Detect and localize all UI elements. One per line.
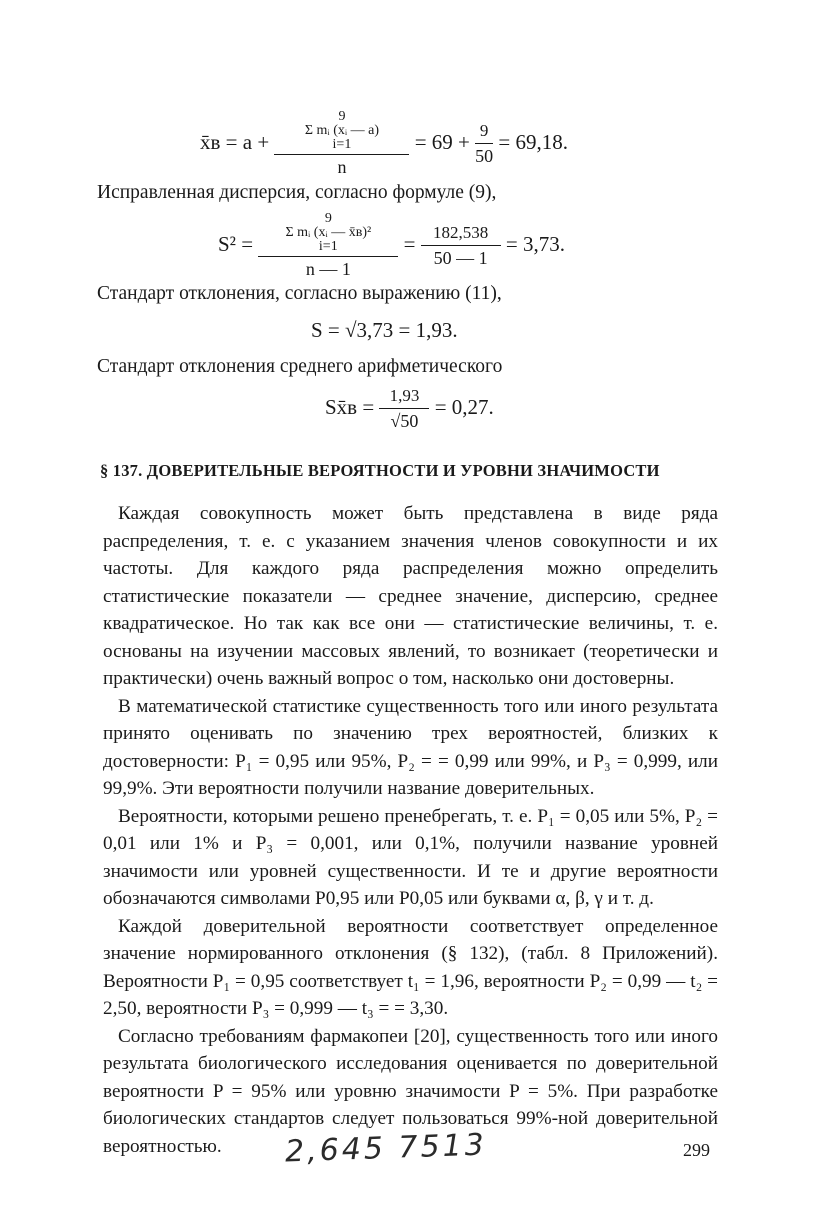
sum-top: 9 (338, 109, 346, 124)
formula-sem (325, 386, 494, 432)
formula-mean-result: = 69,18. (498, 129, 568, 154)
formula-sem-fraction: $\frac{1,93}{√50}$ (379, 386, 429, 432)
formula-mean-denominator: n (337, 157, 347, 177)
sum-bottom: i=1 (332, 137, 352, 152)
paragraph-2: В математической статистике существенность того или иного результата принято оценивать по значению трех вероятностей, близких к достоверности: P₁ = 0,95 или 95%, P₂ = = 0,99 или 99%, и P₃ = 0,999, или 99,9%. Эти вероятности получили название доверительных. (103, 695, 718, 799)
page-number: 299 (683, 1140, 710, 1160)
formula-mean (200, 110, 568, 178)
formula-variance-lhs: S² = (218, 231, 254, 256)
formula-variance-numeric-fraction: $\frac{182,538}{50 — 1}$ (421, 223, 501, 269)
variance-intro: Исправленная дисперсия, согласно формуле (9), (97, 182, 497, 203)
paragraph-1: Каждая совокупность может быть представлена в виде ряда распределения, т. е. с указанием значения членов совокупности и их частоты. Для каждого ряда распределения можно определить статистические показатели — среднее значение, дисперсию, среднее квадратическое. Но так как все они — статистические величины, т. е. основаны на изучении массовых явлений, то возникает (теоретически и практически) очень важный вопрос о том, насколько они достоверны. (103, 503, 718, 689)
formula-std: S = √3,73 = 1,93. (311, 318, 458, 342)
formula-variance-fraction: 9 Σ mᵢ (xᵢ — x̄в)² i=1 n — 1 (258, 212, 398, 280)
paragraph-5: Согласно требованиям фармакопеи [20], существенность того или иного результата биологического исследования оценивается по доверительной вероятности P = 95% или уровню значимости P = 5%. При разработке биологических стандартов следует пользоваться 99%-ной доверительной вероятностью. (103, 1025, 718, 1157)
paragraph-3: Вероятности, которыми решено пренебрегать, т. е. P₁ = 0,05 или 5%, P₂ = 0,01 или 1% и P₃ = 0,001, или 0,1%, получили название уровней значимости или уровней существенности. И те и другие вероятности обозначаются символами P0,95 или P0,05 или буквами α, β, γ и т. д. (103, 805, 718, 909)
body-text (103, 500, 718, 1160)
formula-variance-result: = 3,73. (505, 231, 566, 256)
formula-variance: S² = 9 Σ mᵢ (xᵢ — x̄в)² i=1 n — 1 = $\frac{182,538}{50 — 1}$ = 3,73. (218, 211, 566, 279)
formula-mean-fraction (274, 110, 409, 178)
section-heading: § 137. ДОВЕРИТЕЛЬНЫЕ ВЕРОЯТНОСТИ И УРОВНИ ЗНАЧИМОСТИ (100, 461, 660, 480)
sum-expression: Σ mᵢ (xᵢ — a) (304, 123, 380, 138)
formula-sem-lhs: Sx̄в = (325, 394, 375, 419)
sum-symbol: 9 Σ mᵢ (xᵢ — x̄в)² i=1 (285, 211, 372, 254)
formula-sem-result: = 0,27. (434, 394, 494, 419)
handwritten-note: 2,645 7513 (284, 1127, 488, 1170)
sem-intro: Стандарт отклонения среднего арифметического (97, 356, 503, 377)
paragraph-4: Каждой доверительной вероятности соответствует определенное значение нормированного отклонения (§ 132), (табл. 8 Приложений). Вероятности P₁ = 0,95 соответствует t₁ = 1,96, вероятности P₂ = 0,99 — t₂ = 2,50, вероятности P₃ = 0,999 — t₃ = = 3,30. (103, 915, 718, 1019)
formula-mean-lhs: x̄в = a + (200, 129, 270, 154)
formula-mean-middle: = 69 + (414, 129, 470, 154)
formula-mean-small-fraction: $\frac{9}{50}$ (475, 121, 494, 166)
std-intro: Стандарт отклонения, согласно выражению (11), (97, 283, 502, 304)
sum-symbol (305, 110, 379, 152)
